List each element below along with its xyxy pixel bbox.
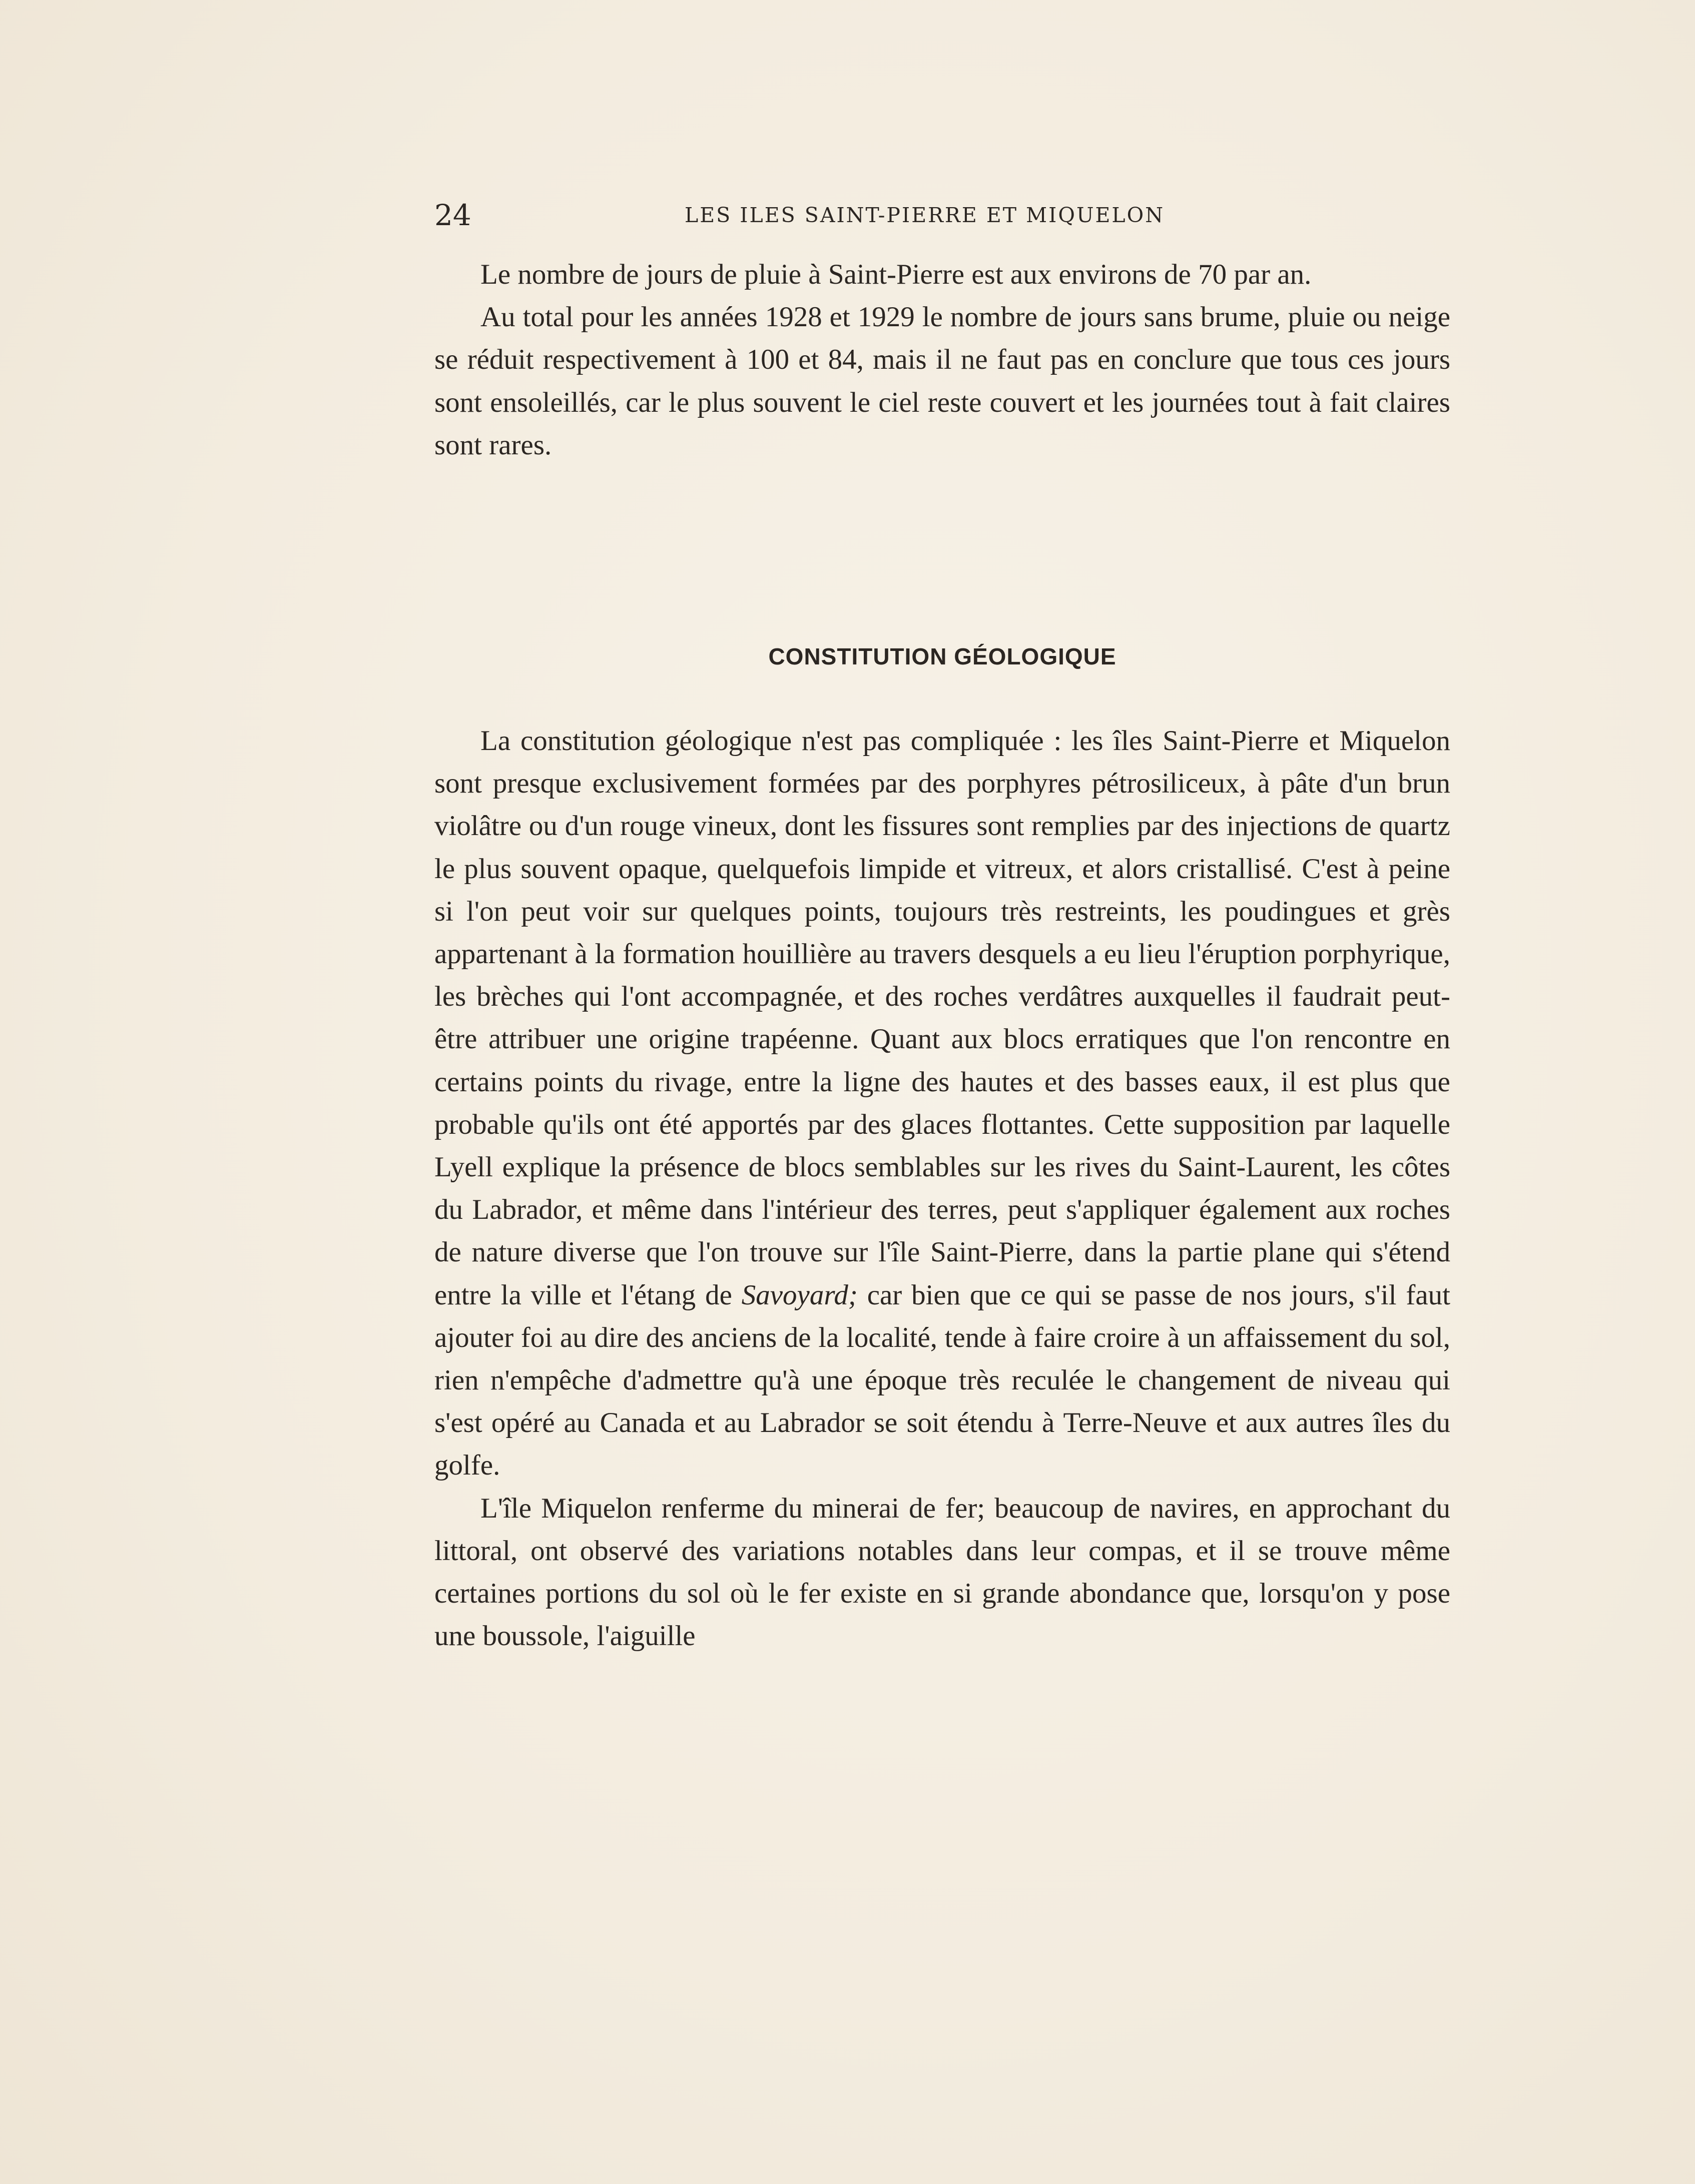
rain-days-paragraph: Le nombre de jours de pluie à Saint-Pierre est aux environs de 70 par an. <box>480 259 1312 290</box>
climate-text-block <box>434 253 1450 466</box>
page-number: 24 <box>434 198 471 232</box>
running-head <box>434 198 1450 233</box>
geology-text-part-1: La constitution géologique n'est pas compliquée : les îles Saint-Pierre et Miquelon sont presque exclusivement formées par des porphyres pétrosiliceux, à pâte d'un brun violâtre ou d'un rouge vineux, dont les fissures sont remplies par des injections de quartz le plus souvent opaque, quelquefois limpide et vitreux, et alors cristallisé. C'est à peine si l'on peut voir sur quelques points, toujours très restreints, les poudingues et grès appartenant à la formation houillière au travers desquels a eu lieu l'éruption porphyrique, les brèches qui l'ont accompagnée, et des roches verdâtres auxquelles il faudrait peut-être attribuer une origine trapéenne. Quant aux blocs erratiques que l'on rencontre en certains points du rivage, entre la ligne des hautes et des basses eaux, il est plus que probable qu'ils ont été apportés par des glaces flottantes. Cette supposition par laquelle Lyell explique la présence de blocs semblables sur les rives du Saint-Laurent, les côtes du Labrador, et même dans l'intérieur des terres, peut s'appliquer également aux roches de nature diverse que l'on trouve sur l'île Saint-Pierre, dans la partie plane qui s'étend entre la ville et l'étang de <box>434 725 1450 1311</box>
running-title: LES ILES SAINT-PIERRE ET MIQUELON <box>685 203 1165 227</box>
iron-ore-paragraph: L'île Miquelon renferme du minerai de fer; beaucoup de navires, en approchant du littoral, ont observé des variations notables dans leur compas, et il se trouve même certaines portions du sol où le fer existe en si grande abondance que, lorsqu'on y pose une boussole, l'aiguille <box>434 1492 1450 1652</box>
geology-paragraph <box>434 719 1450 1487</box>
sunless-days-paragraph: Au total pour les années 1928 et 1929 le nombre de jours sans brume, pluie ou neige se réduit respectivement à 100 et 84, mais il ne faut pas en conclure que tous ces jours sont ensoleillés, car le plus souvent le ciel reste couvert et les journées tout à fait claires sont rares. <box>434 301 1450 461</box>
geology-italic-place-name: Savoyard; <box>741 1279 858 1311</box>
section-heading: CONSTITUTION GÉOLOGIQUE <box>768 643 1116 669</box>
geology-text-part-2: car bien que ce qui se passe de nos jours, s'il faut ajouter foi au dire des anciens de la localité, tende à faire croire à un affaissement du sol, rien n'empêche d'admettre qu'à une époque très reculée le changement de niveau qui s'est opéré au Canada et au Labrador se soit étendu à Terre-Neuve et aux autres îles du golfe. <box>434 1279 1450 1482</box>
geology-text-block <box>434 719 1450 1657</box>
